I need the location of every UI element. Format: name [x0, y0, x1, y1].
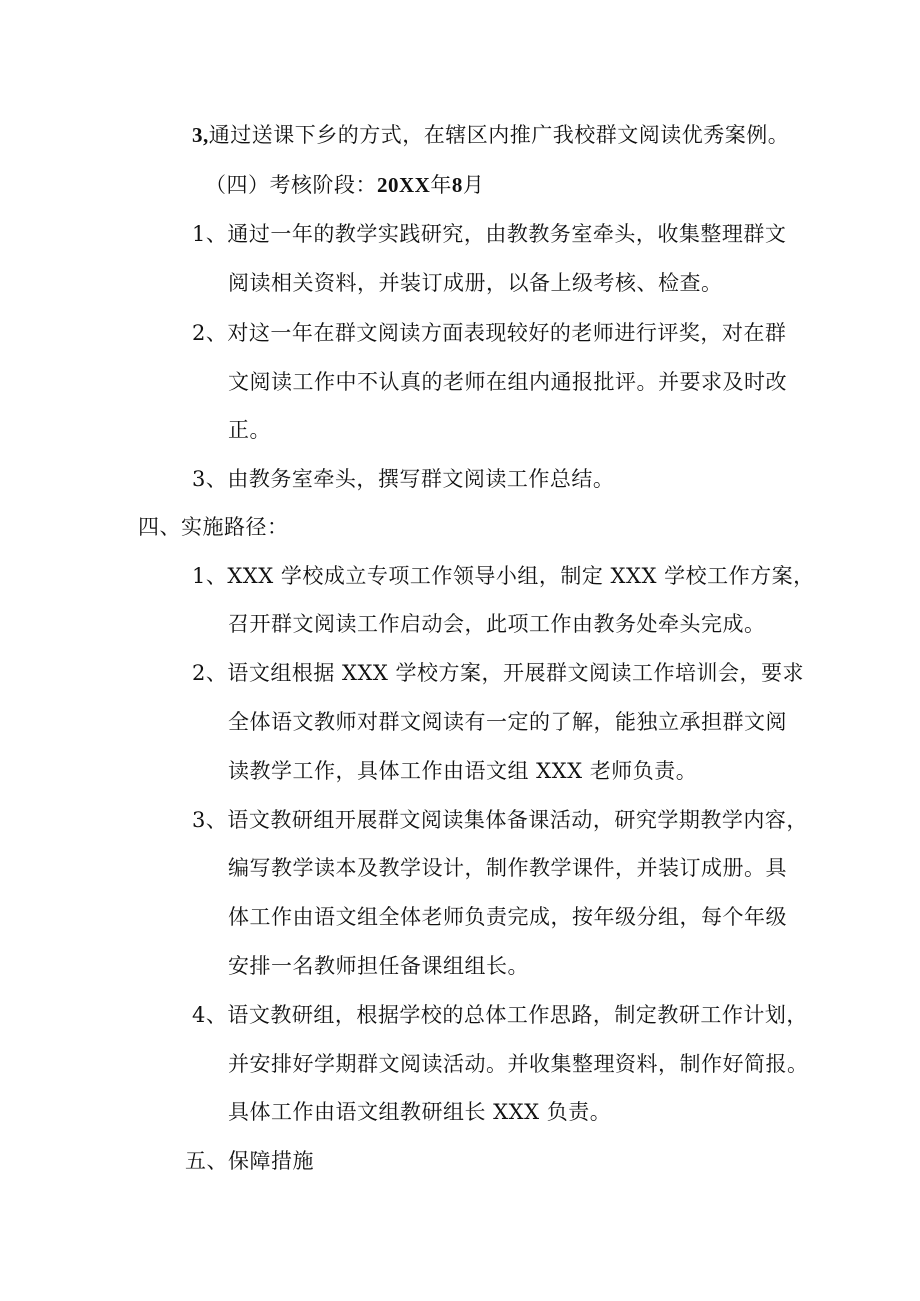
section4-heading: 四、实施路径： — [138, 515, 289, 539]
stage4-item-3-line-1: 3、由教务室牵头，撰写群文阅读工作总结。 — [192, 467, 615, 491]
stage4-item-2-line-2: 文阅读工作中不认真的老师在组内通报批评。并要求及时改 — [228, 370, 787, 394]
stage3-item-3 — [192, 120, 789, 150]
section4-item-3-line-2: 编写教学读本及教学设计，制作教学课件，并装订成册。具 — [228, 856, 787, 880]
stage4-item-1-line-2: 阅读相关资料，并装订成册，以备上级考核、检查。 — [228, 271, 723, 295]
stage4-heading-month-suffix: 月 — [462, 173, 485, 197]
stage4-heading-month: 8 — [451, 173, 463, 197]
section4-item-1-line-2: 召开群文阅读工作启动会，此项工作由教务处牵头完成。 — [228, 612, 766, 636]
section4-item-2-line-1: 2、语文组根据 XXX 学校方案，开展群文阅读工作培训会，要求 — [192, 661, 805, 685]
stage4-item-2-line-3: 正。 — [228, 418, 271, 442]
stage4-item-2-line-1: 2、对这一年在群文阅读方面表现较好的老师进行评奖，对在群 — [192, 321, 787, 345]
section4-item-3-line-3: 体工作由语文组全体老师负责完成，按年级分组，每个年级 — [228, 905, 787, 929]
section5-heading: 五、保障措施 — [185, 1149, 314, 1173]
section4-item-4-line-2: 并安排好学期群文阅读活动。并收集整理资料，制作好简报。 — [228, 1052, 809, 1076]
stage3-item-3-number: 3, — [192, 123, 209, 147]
section4-item-3-line-1: 3、语文教研组开展群文阅读集体备课活动，研究学期教学内容， — [192, 808, 808, 832]
stage4-heading — [205, 170, 484, 200]
section4-item-1-line-1: 1、XXX 学校成立专项工作领导小组，制定 XXX 学校工作方案， — [192, 564, 815, 588]
section4-item-2-line-2: 全体语文教师对群文阅读有一定的了解，能独立承担群文阅 — [228, 710, 787, 734]
stage4-heading-year: 20XX — [377, 173, 431, 197]
section4-item-2-line-3: 读教学工作，具体工作由语文组 XXX 老师负责。 — [228, 759, 698, 783]
stage4-heading-prefix: （四）考核阶段： — [205, 173, 377, 197]
section4-item-4-line-3: 具体工作由语文组教研组长 XXX 负责。 — [228, 1100, 612, 1124]
stage4-heading-year-suffix: 年 — [430, 173, 452, 197]
stage4-item-1-line-1: 1、通过一年的教学实践研究，由教教务室牵头，收集整理群文 — [192, 222, 787, 246]
section4-item-4-line-1: 4、语文教研组，根据学校的总体工作思路，制定教研工作计划， — [192, 1003, 808, 1027]
stage3-item-3-text: 通过送课下乡的方式，在辖区内推广我校群文阅读优秀案例。 — [208, 123, 790, 147]
section4-item-3-line-4: 安排一名教师担任备课组组长。 — [228, 954, 529, 978]
